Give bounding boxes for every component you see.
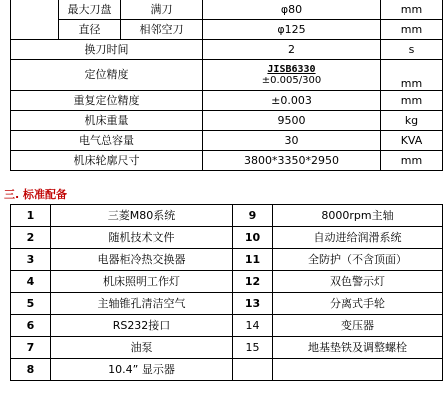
dimension-label: 机床轮廓尺寸 <box>11 151 203 171</box>
item-text <box>273 359 443 381</box>
standard-equipment-body <box>11 205 443 381</box>
adjacent-empty-label: 相邻空刀 <box>121 20 203 40</box>
positioning-unit: mm <box>381 60 443 91</box>
item-number: 2 <box>11 227 51 249</box>
max-tool-label-2: 直径 <box>59 20 121 40</box>
dimension-value: 3800*3350*2950 <box>203 151 381 171</box>
spec-table <box>10 0 443 171</box>
full-tool-label: 满刀 <box>121 0 203 20</box>
power-unit: KVA <box>381 131 443 151</box>
item-number: 4 <box>11 271 51 293</box>
positioning-value-cell <box>203 60 381 91</box>
item-number: 5 <box>11 293 51 315</box>
item-number: 6 <box>11 315 51 337</box>
table-row <box>11 249 443 271</box>
item-text: 10.4” 显示器 <box>51 359 233 381</box>
item-text: 分离式手轮 <box>273 293 443 315</box>
item-text: 三菱M80系统 <box>51 205 233 227</box>
tool-change-label: 换刀时间 <box>11 40 203 60</box>
dimension-unit: mm <box>381 151 443 171</box>
positioning-standard: JISB6330 <box>267 64 316 75</box>
item-text: 8000rpm主轴 <box>273 205 443 227</box>
power-value: 30 <box>203 131 381 151</box>
item-number: 14 <box>233 315 273 337</box>
item-number: 11 <box>233 249 273 271</box>
item-text: 油泵 <box>51 337 233 359</box>
item-text: 主轴锥孔清洁空气 <box>51 293 233 315</box>
repeat-label: 重复定位精度 <box>11 91 203 111</box>
table-row <box>11 271 443 293</box>
item-number: 13 <box>233 293 273 315</box>
repeat-value: ±0.003 <box>203 91 381 111</box>
adjacent-empty-unit: mm <box>381 20 443 40</box>
item-number: 3 <box>11 249 51 271</box>
positioning-value: ±0.005/300 <box>261 75 322 86</box>
item-number <box>233 359 273 381</box>
item-number: 8 <box>11 359 51 381</box>
spec-blank-cell <box>11 0 59 40</box>
item-text: 双色警示灯 <box>273 271 443 293</box>
power-label: 电气总容量 <box>11 131 203 151</box>
item-number: 9 <box>233 205 273 227</box>
table-row <box>11 337 443 359</box>
item-number: 15 <box>233 337 273 359</box>
adjacent-empty-value: φ125 <box>203 20 381 40</box>
item-number: 12 <box>233 271 273 293</box>
item-text: 地基垫铁及调整螺栓 <box>273 337 443 359</box>
section-heading: 三. 标准配备 <box>4 188 68 201</box>
weight-value: 9500 <box>203 111 381 131</box>
table-row <box>11 293 443 315</box>
tool-change-value: 2 <box>203 40 381 60</box>
item-text: 机床照明工作灯 <box>51 271 233 293</box>
item-text: 变压器 <box>273 315 443 337</box>
repeat-unit: mm <box>381 91 443 111</box>
max-tool-label: 最大刀盘 <box>59 0 121 20</box>
item-text: 电器柜冷热交换器 <box>51 249 233 271</box>
item-number: 7 <box>11 337 51 359</box>
table-row <box>11 359 443 381</box>
standard-equipment-table <box>10 204 443 381</box>
item-number: 1 <box>11 205 51 227</box>
item-text: 随机技术文件 <box>51 227 233 249</box>
table-row <box>11 227 443 249</box>
positioning-label: 定位精度 <box>11 60 203 91</box>
weight-unit: kg <box>381 111 443 131</box>
item-number: 10 <box>233 227 273 249</box>
item-text: 自动进给润滑系统 <box>273 227 443 249</box>
full-tool-unit: mm <box>381 0 443 20</box>
weight-label: 机床重量 <box>11 111 203 131</box>
tool-change-unit: s <box>381 40 443 60</box>
item-text: 全防护（不含顶面） <box>273 249 443 271</box>
table-row <box>11 205 443 227</box>
full-tool-value: φ80 <box>203 0 381 20</box>
item-text: RS232接口 <box>51 315 233 337</box>
table-row <box>11 315 443 337</box>
